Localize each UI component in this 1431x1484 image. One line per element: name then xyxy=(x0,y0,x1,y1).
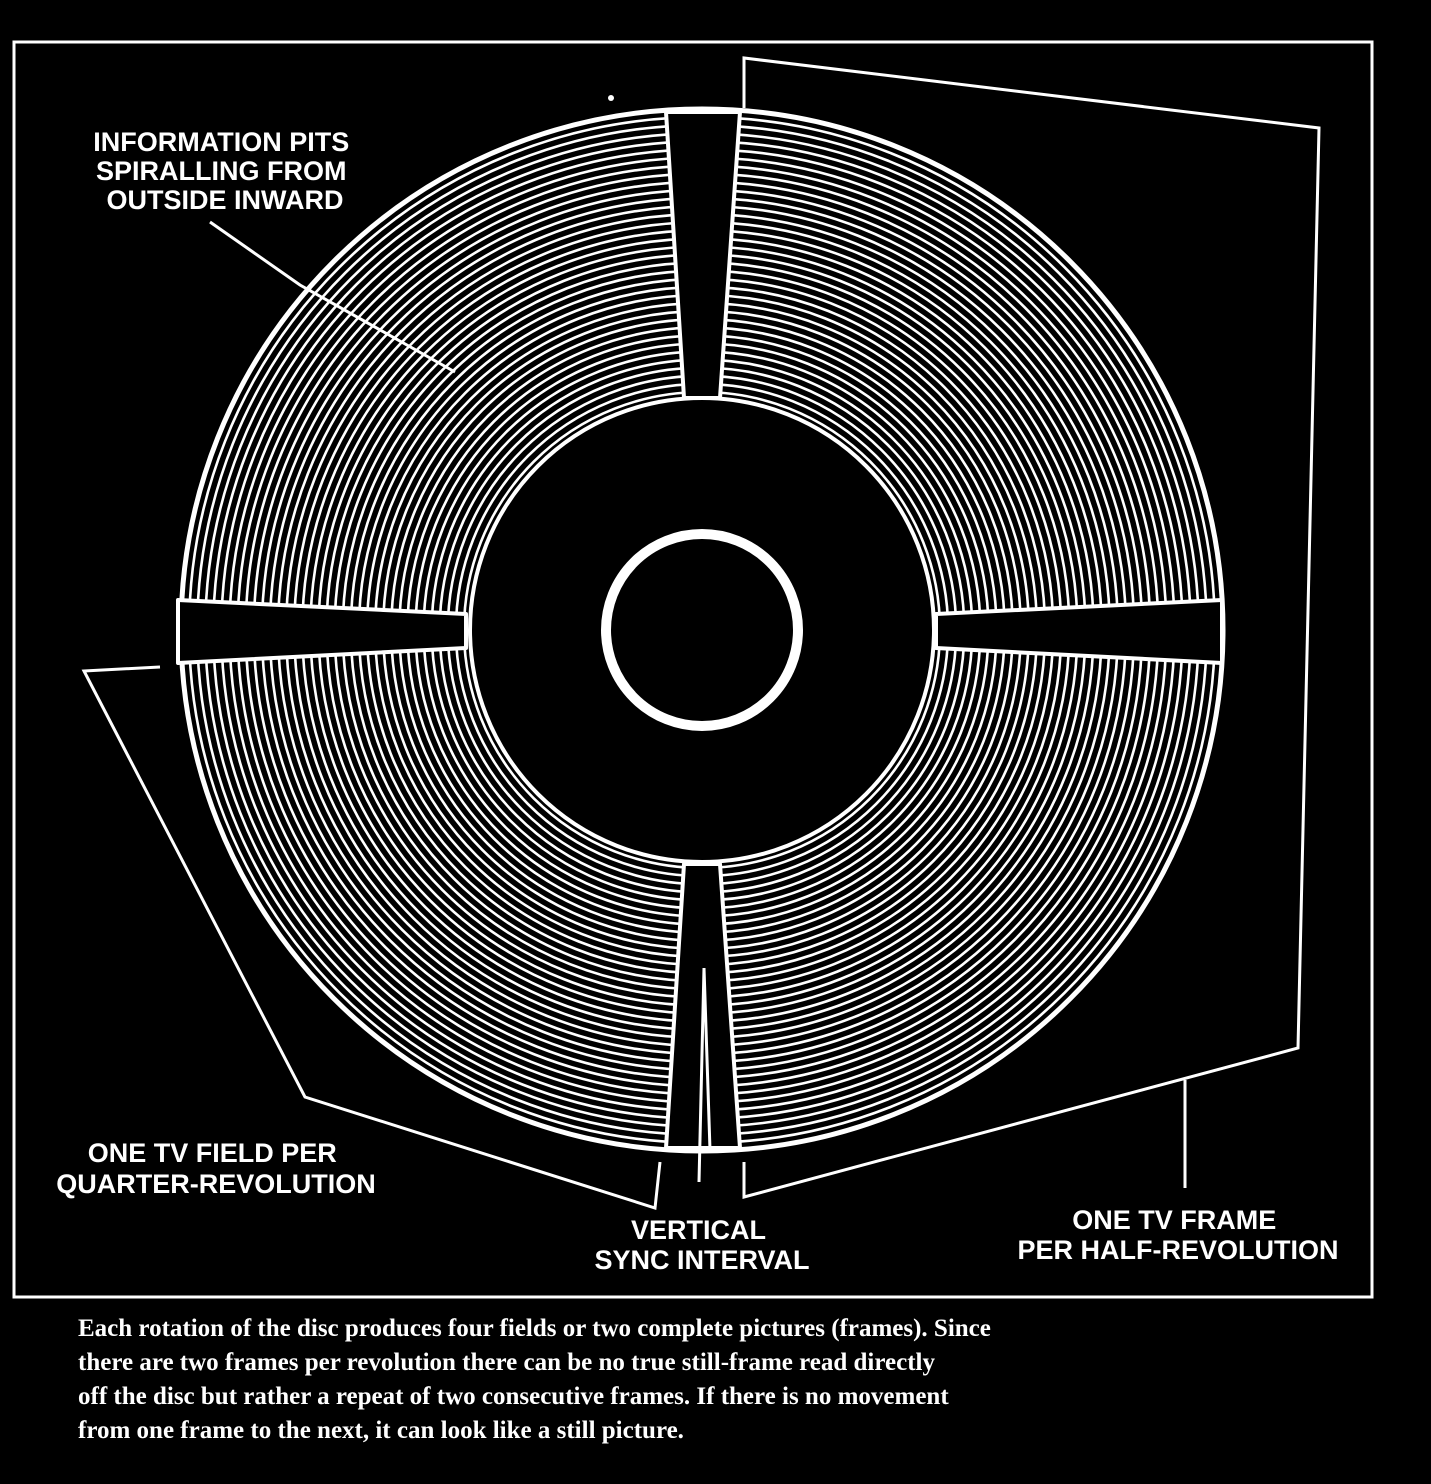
sync-label: VERTICAL SYNC INTERVAL xyxy=(594,1215,810,1275)
center-hole-ring xyxy=(606,534,798,726)
caption-line: there are two frames per revolution there can be no true still-frame read directly xyxy=(78,1349,935,1376)
caption-line: from one frame to the next, it can look like a still picture. xyxy=(78,1417,684,1444)
frame-label: ONE TV FRAME PER HALF-REVOLUTION xyxy=(1017,1205,1339,1265)
top-sync-gap xyxy=(666,112,740,398)
speck xyxy=(608,95,614,101)
left-sync-gap xyxy=(178,600,466,663)
field-label: ONE TV FIELD PER QUARTER-REVOLUTION xyxy=(56,1138,376,1199)
caption xyxy=(78,1312,1378,1448)
info-pits-label: INFORMATION PITS SPIRALLING FROM OUTSIDE INWARD xyxy=(93,127,350,215)
caption-line: off the disc but rather a repeat of two consecutive frames. If there is no movement xyxy=(78,1383,949,1410)
caption-line: Each rotation of the disc produces four fields or two complete pictures (frames). Since xyxy=(78,1315,991,1342)
